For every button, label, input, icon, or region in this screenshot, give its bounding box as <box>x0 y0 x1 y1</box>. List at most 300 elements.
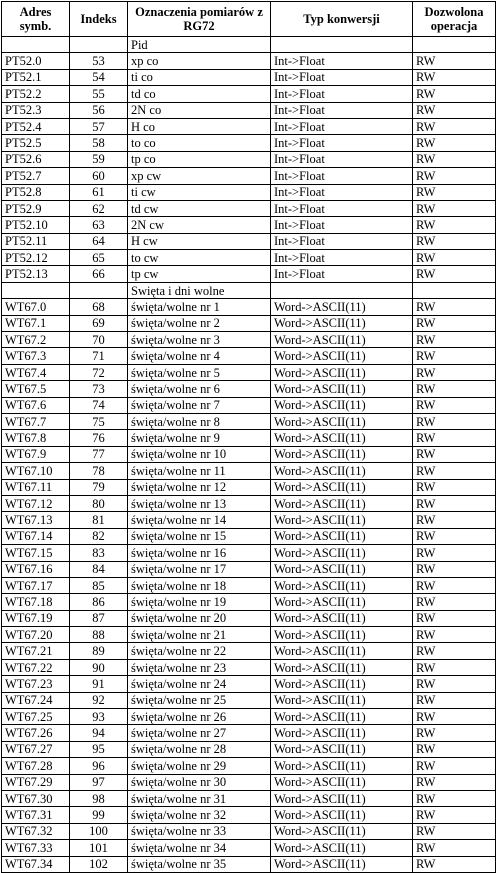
cell-conversion: Int->Float <box>271 184 413 200</box>
cell-conversion: Word->ASCII(11) <box>271 692 413 708</box>
cell-index: 83 <box>70 545 128 561</box>
cell-measurement: święta/wolne nr 12 <box>128 479 271 495</box>
cell-index: 97 <box>70 774 128 790</box>
table-row <box>2 86 496 102</box>
cell-measurement: ti co <box>128 69 271 85</box>
section-empty-cell <box>271 282 413 298</box>
cell-operation: RW <box>413 463 496 479</box>
cell-index: 71 <box>70 348 128 364</box>
cell-operation: RW <box>413 840 496 856</box>
cell-measurement: święta/wolne nr 26 <box>128 709 271 725</box>
cell-address: WT67.13 <box>2 512 70 528</box>
cell-address: WT67.5 <box>2 381 70 397</box>
cell-operation: RW <box>413 643 496 659</box>
cell-operation: RW <box>413 168 496 184</box>
table-row <box>2 151 496 167</box>
cell-measurement: tp co <box>128 151 271 167</box>
table-header <box>2 2 496 37</box>
cell-address: WT67.33 <box>2 840 70 856</box>
header-measurement: Oznaczenia pomiarów z RG72 <box>128 2 271 37</box>
cell-measurement: święta/wolne nr 8 <box>128 413 271 429</box>
cell-address: WT67.12 <box>2 495 70 511</box>
cell-index: 58 <box>70 135 128 151</box>
cell-measurement: święta/wolne nr 16 <box>128 545 271 561</box>
cell-index: 77 <box>70 446 128 462</box>
cell-operation: RW <box>413 299 496 315</box>
cell-index: 54 <box>70 69 128 85</box>
cell-measurement: święta/wolne nr 6 <box>128 381 271 397</box>
cell-operation: RW <box>413 627 496 643</box>
table-row <box>2 807 496 823</box>
table-row <box>2 463 496 479</box>
section-empty-cell <box>2 37 70 53</box>
cell-index: 88 <box>70 627 128 643</box>
cell-address: WT67.18 <box>2 594 70 610</box>
cell-measurement: święta/wolne nr 2 <box>128 315 271 331</box>
cell-address: PT52.10 <box>2 217 70 233</box>
table-row <box>2 495 496 511</box>
cell-measurement: święta/wolne nr 23 <box>128 659 271 675</box>
cell-index: 84 <box>70 561 128 577</box>
cell-address: WT67.7 <box>2 413 70 429</box>
cell-operation: RW <box>413 135 496 151</box>
cell-address: WT67.6 <box>2 397 70 413</box>
header-address: Adres symb. <box>2 2 70 37</box>
cell-operation: RW <box>413 151 496 167</box>
table-row <box>2 250 496 266</box>
cell-measurement: święta/wolne nr 3 <box>128 332 271 348</box>
cell-operation: RW <box>413 118 496 134</box>
cell-measurement: święta/wolne nr 1 <box>128 299 271 315</box>
table-row <box>2 741 496 757</box>
cell-measurement: święta/wolne nr 10 <box>128 446 271 462</box>
cell-measurement: święta/wolne nr 18 <box>128 577 271 593</box>
cell-measurement: to cw <box>128 250 271 266</box>
cell-measurement: święta/wolne nr 22 <box>128 643 271 659</box>
cell-address: WT67.16 <box>2 561 70 577</box>
cell-index: 68 <box>70 299 128 315</box>
table-row <box>2 168 496 184</box>
cell-address: WT67.34 <box>2 856 70 872</box>
cell-index: 66 <box>70 266 128 282</box>
table-row <box>2 545 496 561</box>
cell-address: WT67.25 <box>2 709 70 725</box>
cell-conversion: Word->ASCII(11) <box>271 545 413 561</box>
table-row <box>2 53 496 69</box>
table-row <box>2 725 496 741</box>
register-table <box>1 1 496 873</box>
cell-conversion: Word->ASCII(11) <box>271 495 413 511</box>
table-row <box>2 610 496 626</box>
cell-address: WT67.4 <box>2 364 70 380</box>
cell-operation: RW <box>413 676 496 692</box>
table-row <box>2 528 496 544</box>
table-body <box>2 37 496 873</box>
cell-conversion: Word->ASCII(11) <box>271 627 413 643</box>
section-empty-cell <box>70 37 128 53</box>
cell-conversion: Word->ASCII(11) <box>271 430 413 446</box>
cell-index: 60 <box>70 168 128 184</box>
cell-address: PT52.1 <box>2 69 70 85</box>
cell-operation: RW <box>413 692 496 708</box>
cell-index: 86 <box>70 594 128 610</box>
table-row <box>2 299 496 315</box>
table-row <box>2 413 496 429</box>
section-empty-cell <box>2 282 70 298</box>
cell-address: PT52.11 <box>2 233 70 249</box>
cell-operation: RW <box>413 53 496 69</box>
cell-address: WT67.23 <box>2 676 70 692</box>
cell-measurement: święta/wolne nr 31 <box>128 790 271 806</box>
cell-operation: RW <box>413 807 496 823</box>
table-row <box>2 217 496 233</box>
cell-conversion: Word->ASCII(11) <box>271 528 413 544</box>
table-row <box>2 577 496 593</box>
cell-index: 56 <box>70 102 128 118</box>
cell-operation: RW <box>413 364 496 380</box>
cell-address: PT52.5 <box>2 135 70 151</box>
cell-measurement: święta/wolne nr 21 <box>128 627 271 643</box>
cell-index: 73 <box>70 381 128 397</box>
table-row <box>2 758 496 774</box>
table-row <box>2 332 496 348</box>
cell-index: 55 <box>70 86 128 102</box>
cell-operation: RW <box>413 495 496 511</box>
cell-address: PT52.13 <box>2 266 70 282</box>
cell-index: 79 <box>70 479 128 495</box>
cell-index: 59 <box>70 151 128 167</box>
cell-index: 82 <box>70 528 128 544</box>
cell-conversion: Int->Float <box>271 200 413 216</box>
cell-address: WT67.8 <box>2 430 70 446</box>
cell-operation: RW <box>413 790 496 806</box>
cell-operation: RW <box>413 233 496 249</box>
section-empty-cell <box>271 37 413 53</box>
cell-operation: RW <box>413 610 496 626</box>
table-row <box>2 118 496 134</box>
cell-conversion: Int->Float <box>271 217 413 233</box>
header-conversion-type: Typ konwersji <box>271 2 413 37</box>
cell-measurement: święta/wolne nr 9 <box>128 430 271 446</box>
table-row <box>2 430 496 446</box>
cell-operation: RW <box>413 545 496 561</box>
cell-index: 61 <box>70 184 128 200</box>
cell-address: PT52.4 <box>2 118 70 134</box>
cell-measurement: święta/wolne nr 28 <box>128 741 271 757</box>
cell-address: WT67.2 <box>2 332 70 348</box>
cell-operation: RW <box>413 709 496 725</box>
cell-operation: RW <box>413 381 496 397</box>
cell-conversion: Word->ASCII(11) <box>271 856 413 872</box>
cell-index: 95 <box>70 741 128 757</box>
table-row <box>2 200 496 216</box>
cell-address: WT67.17 <box>2 577 70 593</box>
cell-measurement: święta/wolne nr 32 <box>128 807 271 823</box>
cell-address: PT52.9 <box>2 200 70 216</box>
section-label: Pid <box>128 37 271 53</box>
cell-conversion: Int->Float <box>271 53 413 69</box>
cell-operation: RW <box>413 200 496 216</box>
cell-conversion: Int->Float <box>271 135 413 151</box>
cell-index: 76 <box>70 430 128 446</box>
cell-conversion: Word->ASCII(11) <box>271 676 413 692</box>
table-row <box>2 659 496 675</box>
cell-address: WT67.11 <box>2 479 70 495</box>
cell-operation: RW <box>413 561 496 577</box>
cell-conversion: Word->ASCII(11) <box>271 561 413 577</box>
cell-operation: RW <box>413 741 496 757</box>
cell-address: WT67.21 <box>2 643 70 659</box>
cell-address: WT67.29 <box>2 774 70 790</box>
table-row <box>2 479 496 495</box>
table-row <box>2 561 496 577</box>
table-row <box>2 856 496 872</box>
cell-address: WT67.3 <box>2 348 70 364</box>
cell-measurement: H co <box>128 118 271 134</box>
cell-measurement: tp cw <box>128 266 271 282</box>
cell-conversion: Word->ASCII(11) <box>271 397 413 413</box>
header-allowed-operation: Dozwolona operacja <box>413 2 496 37</box>
cell-address: WT67.14 <box>2 528 70 544</box>
cell-index: 75 <box>70 413 128 429</box>
cell-measurement: święta/wolne nr 4 <box>128 348 271 364</box>
cell-conversion: Word->ASCII(11) <box>271 741 413 757</box>
cell-conversion: Word->ASCII(11) <box>271 643 413 659</box>
cell-address: PT52.3 <box>2 102 70 118</box>
cell-conversion: Word->ASCII(11) <box>271 709 413 725</box>
table-row <box>2 594 496 610</box>
cell-index: 65 <box>70 250 128 266</box>
cell-measurement: święta/wolne nr 13 <box>128 495 271 511</box>
section-row <box>2 37 496 53</box>
cell-index: 57 <box>70 118 128 134</box>
cell-conversion: Word->ASCII(11) <box>271 332 413 348</box>
cell-measurement: td cw <box>128 200 271 216</box>
cell-conversion: Int->Float <box>271 102 413 118</box>
cell-measurement: święta/wolne nr 5 <box>128 364 271 380</box>
table-row <box>2 364 496 380</box>
table-row <box>2 676 496 692</box>
table-row <box>2 790 496 806</box>
cell-operation: RW <box>413 250 496 266</box>
cell-operation: RW <box>413 725 496 741</box>
cell-address: PT52.8 <box>2 184 70 200</box>
cell-measurement: 2N cw <box>128 217 271 233</box>
cell-measurement: święta/wolne nr 15 <box>128 528 271 544</box>
cell-address: WT67.19 <box>2 610 70 626</box>
cell-measurement: święta/wolne nr 35 <box>128 856 271 872</box>
cell-conversion: Word->ASCII(11) <box>271 774 413 790</box>
table-row <box>2 397 496 413</box>
cell-operation: RW <box>413 758 496 774</box>
cell-index: 70 <box>70 332 128 348</box>
table-row <box>2 348 496 364</box>
cell-index: 74 <box>70 397 128 413</box>
table-row <box>2 381 496 397</box>
cell-conversion: Word->ASCII(11) <box>271 381 413 397</box>
cell-address: WT67.26 <box>2 725 70 741</box>
cell-measurement: xp cw <box>128 168 271 184</box>
cell-address: WT67.9 <box>2 446 70 462</box>
table-row <box>2 512 496 528</box>
table-row <box>2 774 496 790</box>
cell-measurement: święta/wolne nr 27 <box>128 725 271 741</box>
cell-address: WT67.24 <box>2 692 70 708</box>
section-empty-cell <box>70 282 128 298</box>
cell-conversion: Word->ASCII(11) <box>271 577 413 593</box>
cell-conversion: Word->ASCII(11) <box>271 315 413 331</box>
cell-operation: RW <box>413 69 496 85</box>
cell-index: 94 <box>70 725 128 741</box>
cell-conversion: Word->ASCII(11) <box>271 840 413 856</box>
table-row <box>2 692 496 708</box>
cell-index: 72 <box>70 364 128 380</box>
cell-operation: RW <box>413 184 496 200</box>
cell-address: WT67.27 <box>2 741 70 757</box>
cell-address: PT52.6 <box>2 151 70 167</box>
cell-operation: RW <box>413 823 496 839</box>
cell-measurement: święta/wolne nr 25 <box>128 692 271 708</box>
cell-measurement: święta/wolne nr 7 <box>128 397 271 413</box>
cell-conversion: Word->ASCII(11) <box>271 823 413 839</box>
cell-address: PT52.2 <box>2 86 70 102</box>
cell-index: 62 <box>70 200 128 216</box>
table-row <box>2 823 496 839</box>
cell-operation: RW <box>413 397 496 413</box>
cell-operation: RW <box>413 315 496 331</box>
cell-conversion: Word->ASCII(11) <box>271 348 413 364</box>
cell-operation: RW <box>413 659 496 675</box>
cell-address: WT67.28 <box>2 758 70 774</box>
table-row <box>2 233 496 249</box>
cell-conversion: Int->Float <box>271 86 413 102</box>
cell-conversion: Word->ASCII(11) <box>271 299 413 315</box>
cell-operation: RW <box>413 348 496 364</box>
cell-address: WT67.32 <box>2 823 70 839</box>
cell-address: WT67.30 <box>2 790 70 806</box>
cell-operation: RW <box>413 266 496 282</box>
cell-measurement: święta/wolne nr 14 <box>128 512 271 528</box>
cell-index: 101 <box>70 840 128 856</box>
cell-operation: RW <box>413 856 496 872</box>
cell-measurement: święta/wolne nr 20 <box>128 610 271 626</box>
cell-index: 53 <box>70 53 128 69</box>
section-row <box>2 282 496 298</box>
cell-operation: RW <box>413 512 496 528</box>
cell-conversion: Word->ASCII(11) <box>271 758 413 774</box>
cell-measurement: święta/wolne nr 24 <box>128 676 271 692</box>
table-row <box>2 266 496 282</box>
cell-operation: RW <box>413 332 496 348</box>
table-row <box>2 135 496 151</box>
section-label: Swięta i dni wolne <box>128 282 271 298</box>
cell-index: 64 <box>70 233 128 249</box>
cell-index: 90 <box>70 659 128 675</box>
cell-operation: RW <box>413 594 496 610</box>
cell-operation: RW <box>413 413 496 429</box>
cell-index: 100 <box>70 823 128 839</box>
cell-conversion: Int->Float <box>271 168 413 184</box>
cell-conversion: Word->ASCII(11) <box>271 594 413 610</box>
cell-measurement: święta/wolne nr 34 <box>128 840 271 856</box>
cell-conversion: Word->ASCII(11) <box>271 725 413 741</box>
cell-index: 78 <box>70 463 128 479</box>
cell-index: 92 <box>70 692 128 708</box>
cell-conversion: Int->Float <box>271 266 413 282</box>
cell-conversion: Word->ASCII(11) <box>271 479 413 495</box>
cell-operation: RW <box>413 430 496 446</box>
cell-address: WT67.10 <box>2 463 70 479</box>
cell-index: 99 <box>70 807 128 823</box>
cell-measurement: 2N co <box>128 102 271 118</box>
table-row <box>2 709 496 725</box>
cell-conversion: Int->Float <box>271 69 413 85</box>
cell-index: 87 <box>70 610 128 626</box>
table-row <box>2 627 496 643</box>
cell-address: WT67.22 <box>2 659 70 675</box>
table-row <box>2 184 496 200</box>
cell-conversion: Word->ASCII(11) <box>271 790 413 806</box>
cell-index: 91 <box>70 676 128 692</box>
cell-conversion: Word->ASCII(11) <box>271 610 413 626</box>
cell-operation: RW <box>413 528 496 544</box>
cell-conversion: Word->ASCII(11) <box>271 512 413 528</box>
cell-address: WT67.1 <box>2 315 70 331</box>
cell-conversion: Word->ASCII(11) <box>271 364 413 380</box>
cell-index: 69 <box>70 315 128 331</box>
cell-measurement: to co <box>128 135 271 151</box>
header-index: Indeks <box>70 2 128 37</box>
cell-measurement: święta/wolne nr 29 <box>128 758 271 774</box>
cell-index: 93 <box>70 709 128 725</box>
cell-measurement: święta/wolne nr 30 <box>128 774 271 790</box>
cell-index: 89 <box>70 643 128 659</box>
table-row <box>2 69 496 85</box>
cell-operation: RW <box>413 102 496 118</box>
cell-conversion: Int->Float <box>271 118 413 134</box>
table-row <box>2 102 496 118</box>
cell-conversion: Int->Float <box>271 250 413 266</box>
cell-measurement: święta/wolne nr 11 <box>128 463 271 479</box>
cell-address: WT67.0 <box>2 299 70 315</box>
section-empty-cell <box>413 37 496 53</box>
cell-measurement: ti cw <box>128 184 271 200</box>
cell-measurement: święta/wolne nr 17 <box>128 561 271 577</box>
cell-operation: RW <box>413 217 496 233</box>
cell-conversion: Word->ASCII(11) <box>271 659 413 675</box>
cell-index: 96 <box>70 758 128 774</box>
cell-conversion: Int->Float <box>271 233 413 249</box>
cell-operation: RW <box>413 774 496 790</box>
cell-operation: RW <box>413 479 496 495</box>
cell-conversion: Word->ASCII(11) <box>271 463 413 479</box>
cell-conversion: Word->ASCII(11) <box>271 807 413 823</box>
cell-index: 80 <box>70 495 128 511</box>
cell-operation: RW <box>413 446 496 462</box>
cell-conversion: Word->ASCII(11) <box>271 446 413 462</box>
cell-index: 102 <box>70 856 128 872</box>
cell-address: WT67.20 <box>2 627 70 643</box>
cell-index: 98 <box>70 790 128 806</box>
cell-address: WT67.31 <box>2 807 70 823</box>
section-empty-cell <box>413 282 496 298</box>
table-row <box>2 446 496 462</box>
cell-operation: RW <box>413 577 496 593</box>
cell-address: PT52.12 <box>2 250 70 266</box>
table-row <box>2 840 496 856</box>
cell-measurement: H cw <box>128 233 271 249</box>
cell-measurement: święta/wolne nr 33 <box>128 823 271 839</box>
